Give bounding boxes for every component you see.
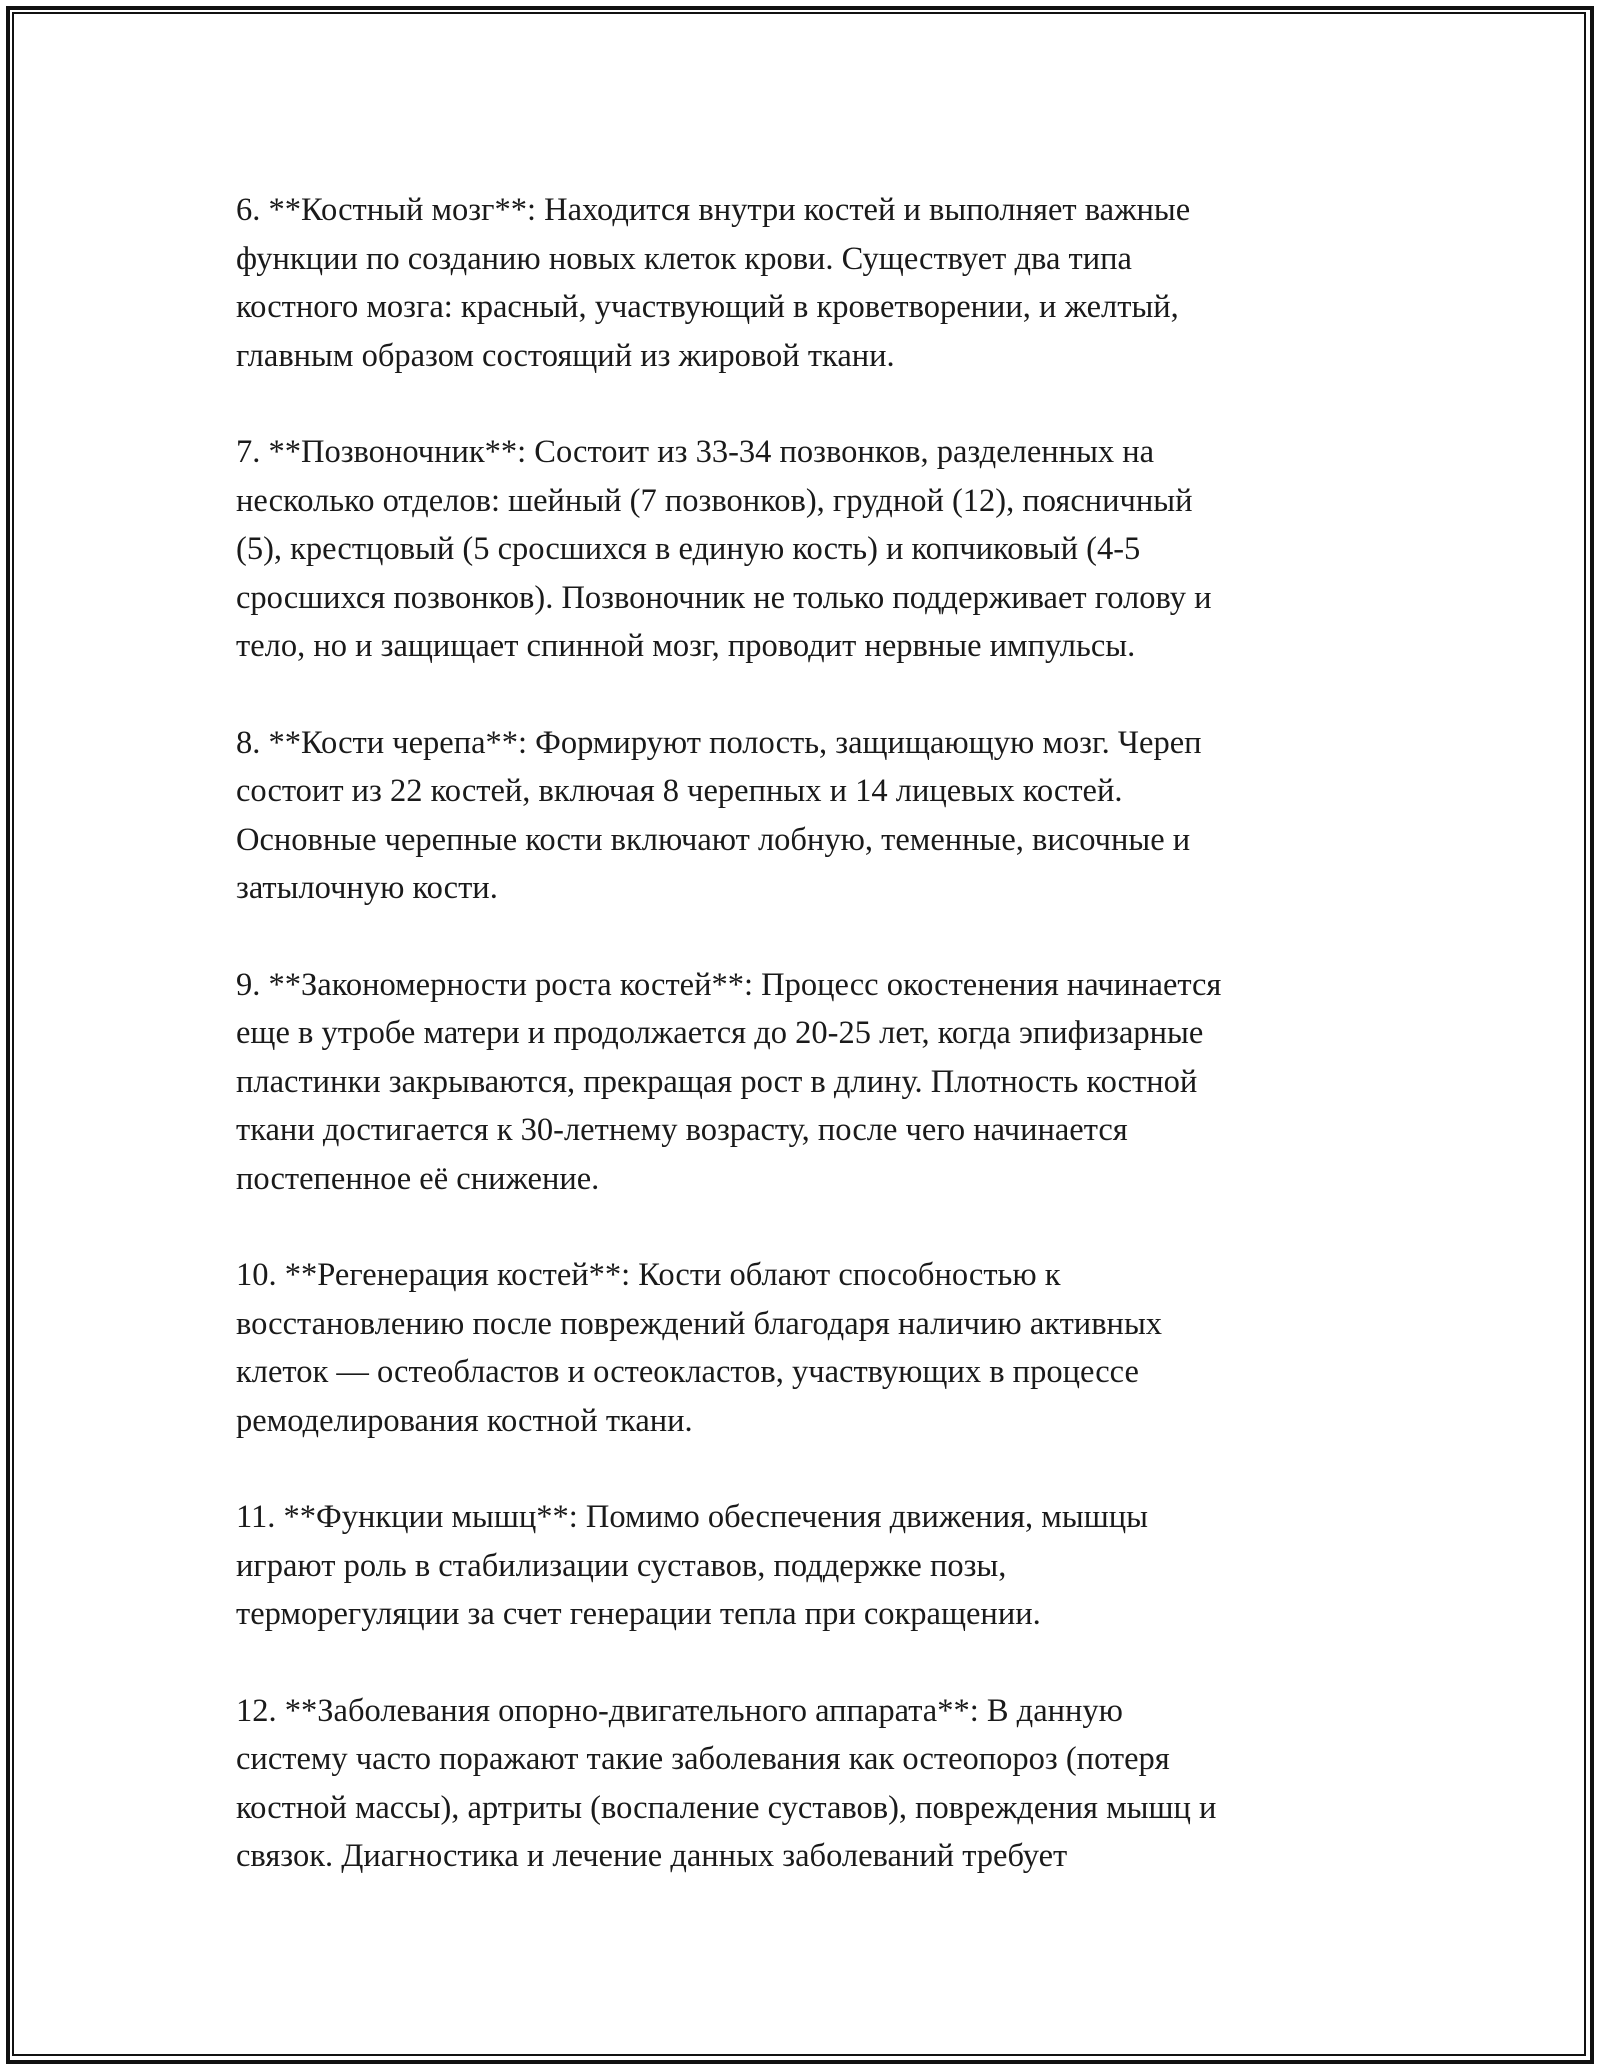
paragraph-bone-regeneration: 10. **Регенерация костей**: Кости облают способностью к восстановлению после повреждений благодаря наличию активных клеток — остеобластов и остеокластов, участвующих в процессе ремоделирования костной ткани. — [236, 1257, 1163, 1439]
paragraph-musculoskeletal-diseases: 12. **Заболевания опорно-двигательного аппарата**: В данную систему часто поражают такие заболевания как остеопороз (потеря костной массы), артриты (воспаление суставов), повреждения мышц и связок. Диагностика и лечение данных заболеваний требует — [236, 1692, 1217, 1874]
paragraph-skull-bones: 8. **Кости черепа**: Формируют полость, защищающую мозг. Череп состоит из 22 костей, включая 8 черепных и 14 лицевых костей. Основные черепные кости включают лобную, теменные, височные и затылочную кости. — [236, 724, 1202, 906]
paragraph-spine: 7. **Позвоночник**: Состоит из 33-34 позвонков, разделенных на несколько отделов: шейный (7 позвонков), грудной (12), поясничный (5), крестцовый (5 сросшихся в единую кость) и копчиковый (4-5 сросшихся позвонков). Позвоночник не только поддерживает голову и тело, но и защищает спинной мозг, проводит нервные импульсы. — [236, 434, 1212, 664]
paragraph-muscle-functions: 11. **Функции мышц**: Помимо обеспечения движения, мышцы играют роль в стабилизации суставов, поддержке позы, терморегуляции за счет генерации тепла при сокращении. — [236, 1499, 1148, 1632]
paragraph-bone-growth: 9. **Закономерности роста костей**: Процесс окостенения начинается еще в утробе матери и продолжается до 20-25 лет, когда эпифизарные пластинки закрываются, прекращая рост в длину. Плотность костной ткани достигается к 30-летнему возрасту, после чего начинается постепенное её снижение. — [236, 966, 1222, 1197]
paragraph-bone-marrow: 6. **Костный мозг**: Находится внутри костей и выполняет важные функции по созданию новых клеток крови. Существует два типа костного мозга: красный, участвующий в кроветворении, и желтый, главным образом состоящий из жировой ткани. — [236, 192, 1191, 374]
document-body — [236, 186, 1366, 1929]
